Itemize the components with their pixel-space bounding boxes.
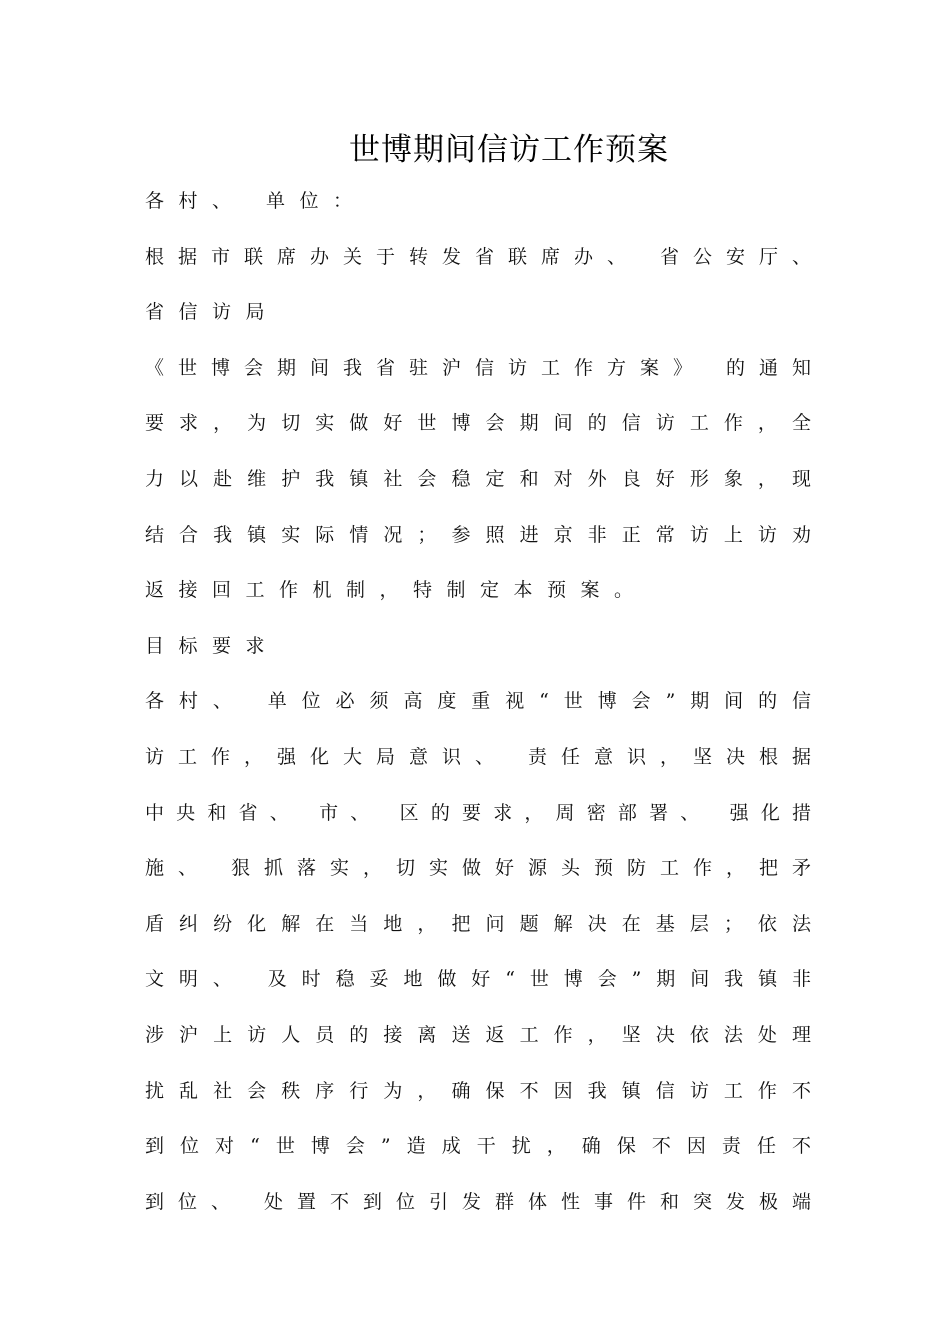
text-line: 省信访局 [145, 301, 280, 324]
document-body [145, 184, 811, 1240]
document-title: 世博期间信访工作预案 [349, 132, 669, 168]
text-line: 力以赴维护我镇社会稳定和对外良好形象，现 [145, 467, 811, 490]
text-line: 结合我镇实际情况；参照进京非正常访上访劝 [145, 523, 811, 546]
text-line: 要求，为切实做好世博会期间的信访工作，全 [145, 412, 811, 435]
text-line: 根据市联席办关于转发省联席办、 省公安厅、 [145, 245, 811, 268]
text-line: 到位、 处置不到位引发群体性事件和突发极端 [145, 1190, 811, 1213]
section-heading: 目标要求 [145, 634, 280, 657]
text-line: 涉沪上访人员的接离送返工作，坚决依法处理 [145, 1023, 811, 1046]
text-line: 《世博会期间我省驻沪信访工作方案》 的通知 [145, 356, 811, 379]
text-line: 文明、 及时稳妥地做好“世博会”期间我镇非 [145, 968, 811, 991]
text-line: 访工作，强化大局意识、 责任意识，坚决根据 [145, 745, 811, 768]
text-line: 施、 狠抓落实，切实做好源头预防工作，把矛 [145, 857, 811, 880]
text-line: 扰乱社会秩序行为，确保不因我镇信访工作不 [145, 1079, 811, 1102]
text-line: 到位对“世博会”造成干扰，确保不因责任不 [145, 1135, 811, 1158]
text-line: 各村、 单位： [145, 190, 367, 212]
text-line: 各村、 单位必须高度重视“世博会”期间的信 [145, 690, 811, 713]
text-line: 返接回工作机制，特制定本预案。 [145, 579, 648, 602]
text-line: 中央和省、 市、 区的要求，周密部署、 强化措 [145, 801, 811, 824]
text-line: 盾纠纷化解在当地，把问题解决在基层；依法 [145, 912, 811, 935]
